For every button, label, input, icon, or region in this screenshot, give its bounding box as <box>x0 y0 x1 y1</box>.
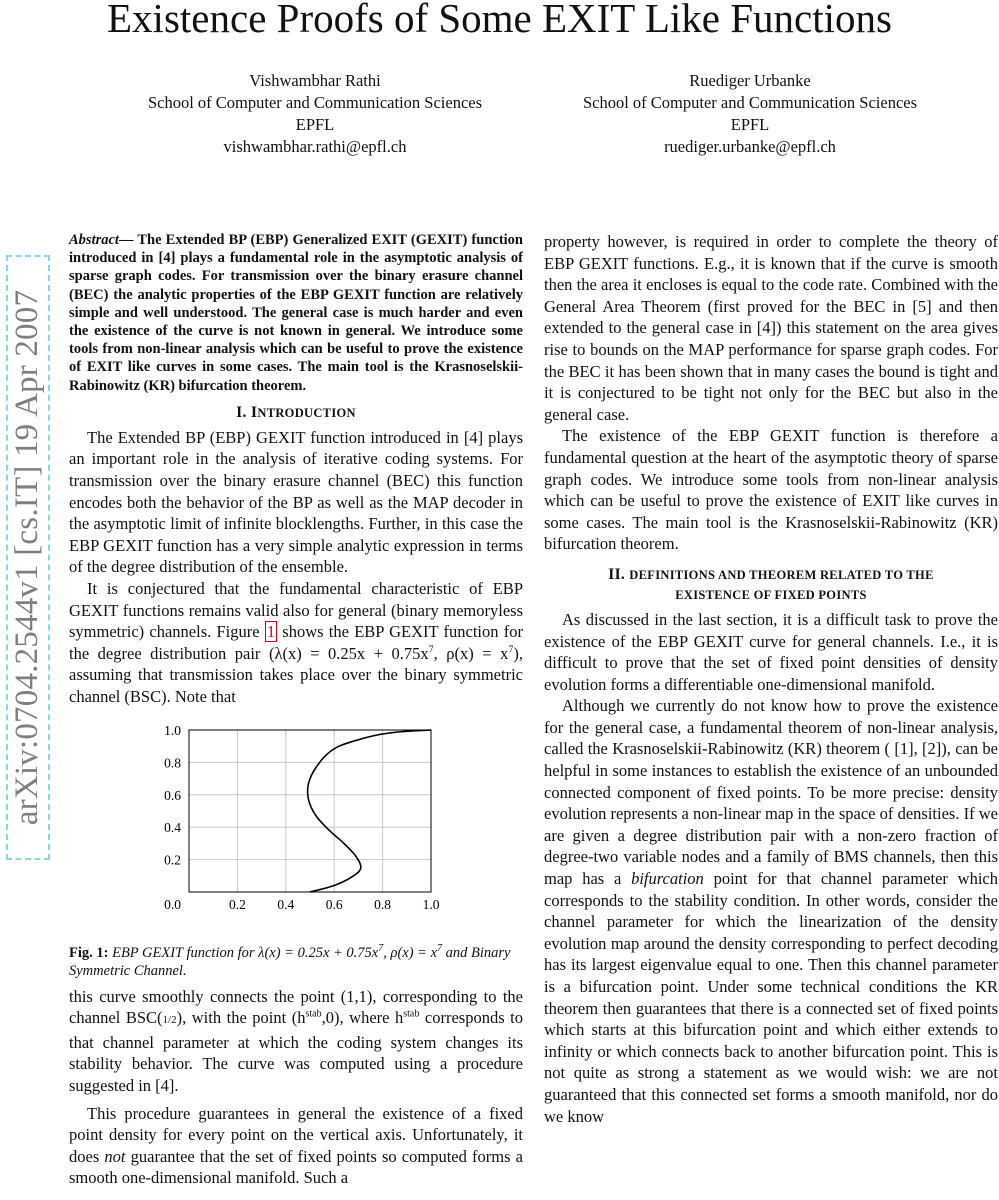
intro-paragraph-2 <box>69 578 523 708</box>
text-run: ), with the point (h <box>176 1008 306 1028</box>
superscript: 7 <box>378 942 384 954</box>
intro-paragraph-3 <box>69 986 523 1097</box>
y-tick-label: 0.8 <box>164 754 181 770</box>
section-heading-line-1 <box>544 565 998 585</box>
section-title-line-1: DEFINITIONS AND THEOREM RELATED TO THE <box>629 567 934 582</box>
superscript: 7 <box>428 644 434 656</box>
section-numeral: I. <box>236 403 247 421</box>
intro-paragraph-1: The Extended BP (EBP) GEXIT function introduced in [4] plays an important role in the analysis of iterative coding systems. For transmission over the binary erasure channel (BEC) this function encodes both the behavior of the BP as well as the MAP decoder in the asymptotic limit of infinite blocklengths. Further, in this case the EBP GEXIT function has a very simple analytic expression in terms of the degree distribution of the ensemble. <box>69 427 523 577</box>
y-tick-label: 0.0 <box>164 896 181 912</box>
abstract-dash: — <box>118 232 138 248</box>
gexit-chart <box>69 714 523 924</box>
paper-title: Existence Proofs of Some EXIT Like Functions <box>107 0 892 41</box>
text-run: corresponds to that channel parameter at which the coding system changes its stability behavior. The curve was computed using a procedure suggested in [4]. <box>69 1008 523 1095</box>
arxiv-identifier: arXiv:0704.2544v1 [cs.IT] 19 Apr 2007 <box>9 289 46 826</box>
superscript: 7 <box>508 644 514 656</box>
section-title-rest: NTRODUCTION <box>257 405 356 420</box>
section2-paragraph-1: As discussed in the last section, it is a difficult task to prove the existence of the EBP GEXIT curve for general channels. I.e., it is difficult to prove that the set of fixed point densities of density evolution forms a differentiable one-dimensional manifold. <box>544 609 998 694</box>
section-heading-definitions <box>544 565 998 605</box>
section-numeral: II. <box>608 565 626 583</box>
arxiv-side-stamp <box>6 255 50 860</box>
author-email: ruediger.urbanke@epfl.ch <box>664 137 836 156</box>
abstract-text: The Extended BP (EBP) Generalized EXIT (GEXIT) function introduced in [4] plays a fundamental role in the asymptotic analysis of sparse graph codes. For transmission over the binary erasure channel (BEC) the analytic properties of the EBP GEXIT function are relatively simple and well understood. The general case is much harder and even the existence of the curve is not known in general. We introduce some tools from non-linear analysis which can be useful to prove the existence of EXIT like curves in some cases. The main tool is the Krasnoselskii-Rabinowitz (KR) bifurcation theorem. <box>69 232 523 394</box>
author-name: Ruediger Urbanke <box>689 71 811 90</box>
section2-paragraph-2 <box>544 695 998 1127</box>
text-run: It is conjectured that the fundamental characteristic of EBP GEXIT functions remains valid also for general (binary memoryless symmetric) channels. Figure <box>69 578 523 642</box>
right-paragraph-1: property however, is required in order to complete the theory of EBP GEXIT functions. E.g., it is known that if the curve is smooth then the area it encloses is equal to the code rate. Combined with the General Area Theorem (first proved for the BEC in [5] and then extended to the general case in [4]) this statement on the area gives rise to bounds on the MAP performance for sparse graph codes. For the BEC it has been shown that in many cases the bound is tight and it is conjectured to be tight not only for the BEC but also in the general case. <box>544 232 998 424</box>
section-title-initial: I <box>250 403 258 421</box>
emphasis: not <box>104 1146 126 1166</box>
text-run: ,0), where h <box>321 1008 404 1028</box>
figure-label: Fig. 1: <box>69 944 109 961</box>
left-column <box>69 231 523 1189</box>
author-institution: EPFL <box>730 115 770 134</box>
text-run: guarantee that the set of fixed points so computed forms a smooth one-dimensional manifold. Such a <box>69 1146 523 1188</box>
section-heading-introduction <box>69 403 523 423</box>
text-run: ), assuming that transmission takes place over the binary symmetric channel (BSC). Note that <box>69 643 523 706</box>
author-name: Vishwambhar Rathi <box>249 71 381 90</box>
text-run: and Binary Symmetric Channel. <box>69 944 511 979</box>
author-block-2 <box>545 70 955 158</box>
text-run: shows the EBP GEXIT function for the degree distribution pair (λ(x) = 0.25x + 0.75x <box>69 622 523 663</box>
y-tick-label: 1.0 <box>164 722 181 738</box>
superscript: stab <box>403 1008 420 1020</box>
emphasis: bifurcation <box>631 869 704 889</box>
figure-1-caption <box>69 944 523 980</box>
author-affiliation: School of Computer and Communication Sciences <box>147 93 483 112</box>
caption-text <box>69 942 511 979</box>
y-tick-label: 0.2 <box>164 852 181 868</box>
abstract-label: Abstract <box>69 232 119 248</box>
x-tick-label: 0.6 <box>325 896 343 912</box>
author-affiliation: School of Computer and Communication Sciences <box>582 93 918 112</box>
section-title-line-2: EXISTENCE OF FIXED POINTS <box>675 587 867 602</box>
figure-1 <box>69 714 523 944</box>
author-block-1 <box>110 70 520 158</box>
x-tick-label: 0.8 <box>374 896 392 912</box>
gexit-curve <box>308 730 431 892</box>
author-institution: EPFL <box>295 115 335 134</box>
text-run: , ρ(x) = x <box>383 944 438 961</box>
text-run: Although we currently do not know how to prove the existence for the general case, a fundamental theorem of non-linear analysis, called the Krasnoselskii-Rabinowitz (KR) theorem ( [1], [2]), can be helpful in some instances to establish the existence of an unbounded connected component of fixed points. To be more precise: density evolution represents a non-linear map in the space of densities. If we are given a degree distribution pair with a non-zero fraction of degree-two variable nodes and a family of BMS channels, then this map has a <box>544 696 998 889</box>
section-heading-line-2 <box>544 585 998 605</box>
superscript: 7 <box>437 942 443 954</box>
text-run: point for that channel parameter which corresponds to the stability condition. In other words, consider the channel parameter for which the linearization of the density evolution map around the density corresponding to perfect decoding has its largest eigenvalue equal to one. Then this channel parameter is a bifurcation point. Under some technical conditions the KR theorem then guarantees that there is a connected set of fixed points which starts at this bifurcation point and which either extends to infinity or which connects back to another bifurcation point. This is not quite as strong a statement as we would wish: we are not guaranteed that this connected set forms a smooth manifold, nor do we know <box>544 869 998 1126</box>
y-tick-label: 0.4 <box>164 819 181 835</box>
x-tick-label: 0.2 <box>228 896 246 912</box>
right-column <box>544 231 998 1127</box>
x-tick-label: 1.0 <box>422 896 440 912</box>
superscript: stab <box>305 1008 322 1020</box>
figure-ref-link[interactable]: 1 <box>266 622 276 642</box>
fraction: 1/2 <box>162 1014 177 1027</box>
author-email: vishwambhar.rathi@epfl.ch <box>223 137 407 156</box>
text-run: , ρ(x) = x <box>433 643 509 663</box>
text-run: this curve smoothly connects the point (1,1), corresponding to the channel BSC( <box>69 986 523 1028</box>
x-tick-label: 0.4 <box>277 896 295 912</box>
y-tick-label: 0.6 <box>164 787 181 803</box>
text-run: This procedure guarantees in general the existence of a fixed point density for every point on the vertical axis. Unfortunately, it does <box>69 1103 523 1166</box>
text-run: EBP GEXIT function for λ(x) = 0.25x + 0.75x <box>112 944 379 961</box>
plot-frame <box>189 730 431 892</box>
abstract <box>69 231 523 395</box>
right-paragraph-2: The existence of the EBP GEXIT function is therefore a fundamental question at the heart of the asymptotic theory of sparse graph codes. We introduce some tools from non-linear analysis which can be useful to prove the existence of EXIT like curves in some cases. The main tool is the Krasnoselskii-Rabinowitz (KR) bifurcation theorem. <box>544 426 998 554</box>
intro-paragraph-4 <box>69 1103 523 1189</box>
